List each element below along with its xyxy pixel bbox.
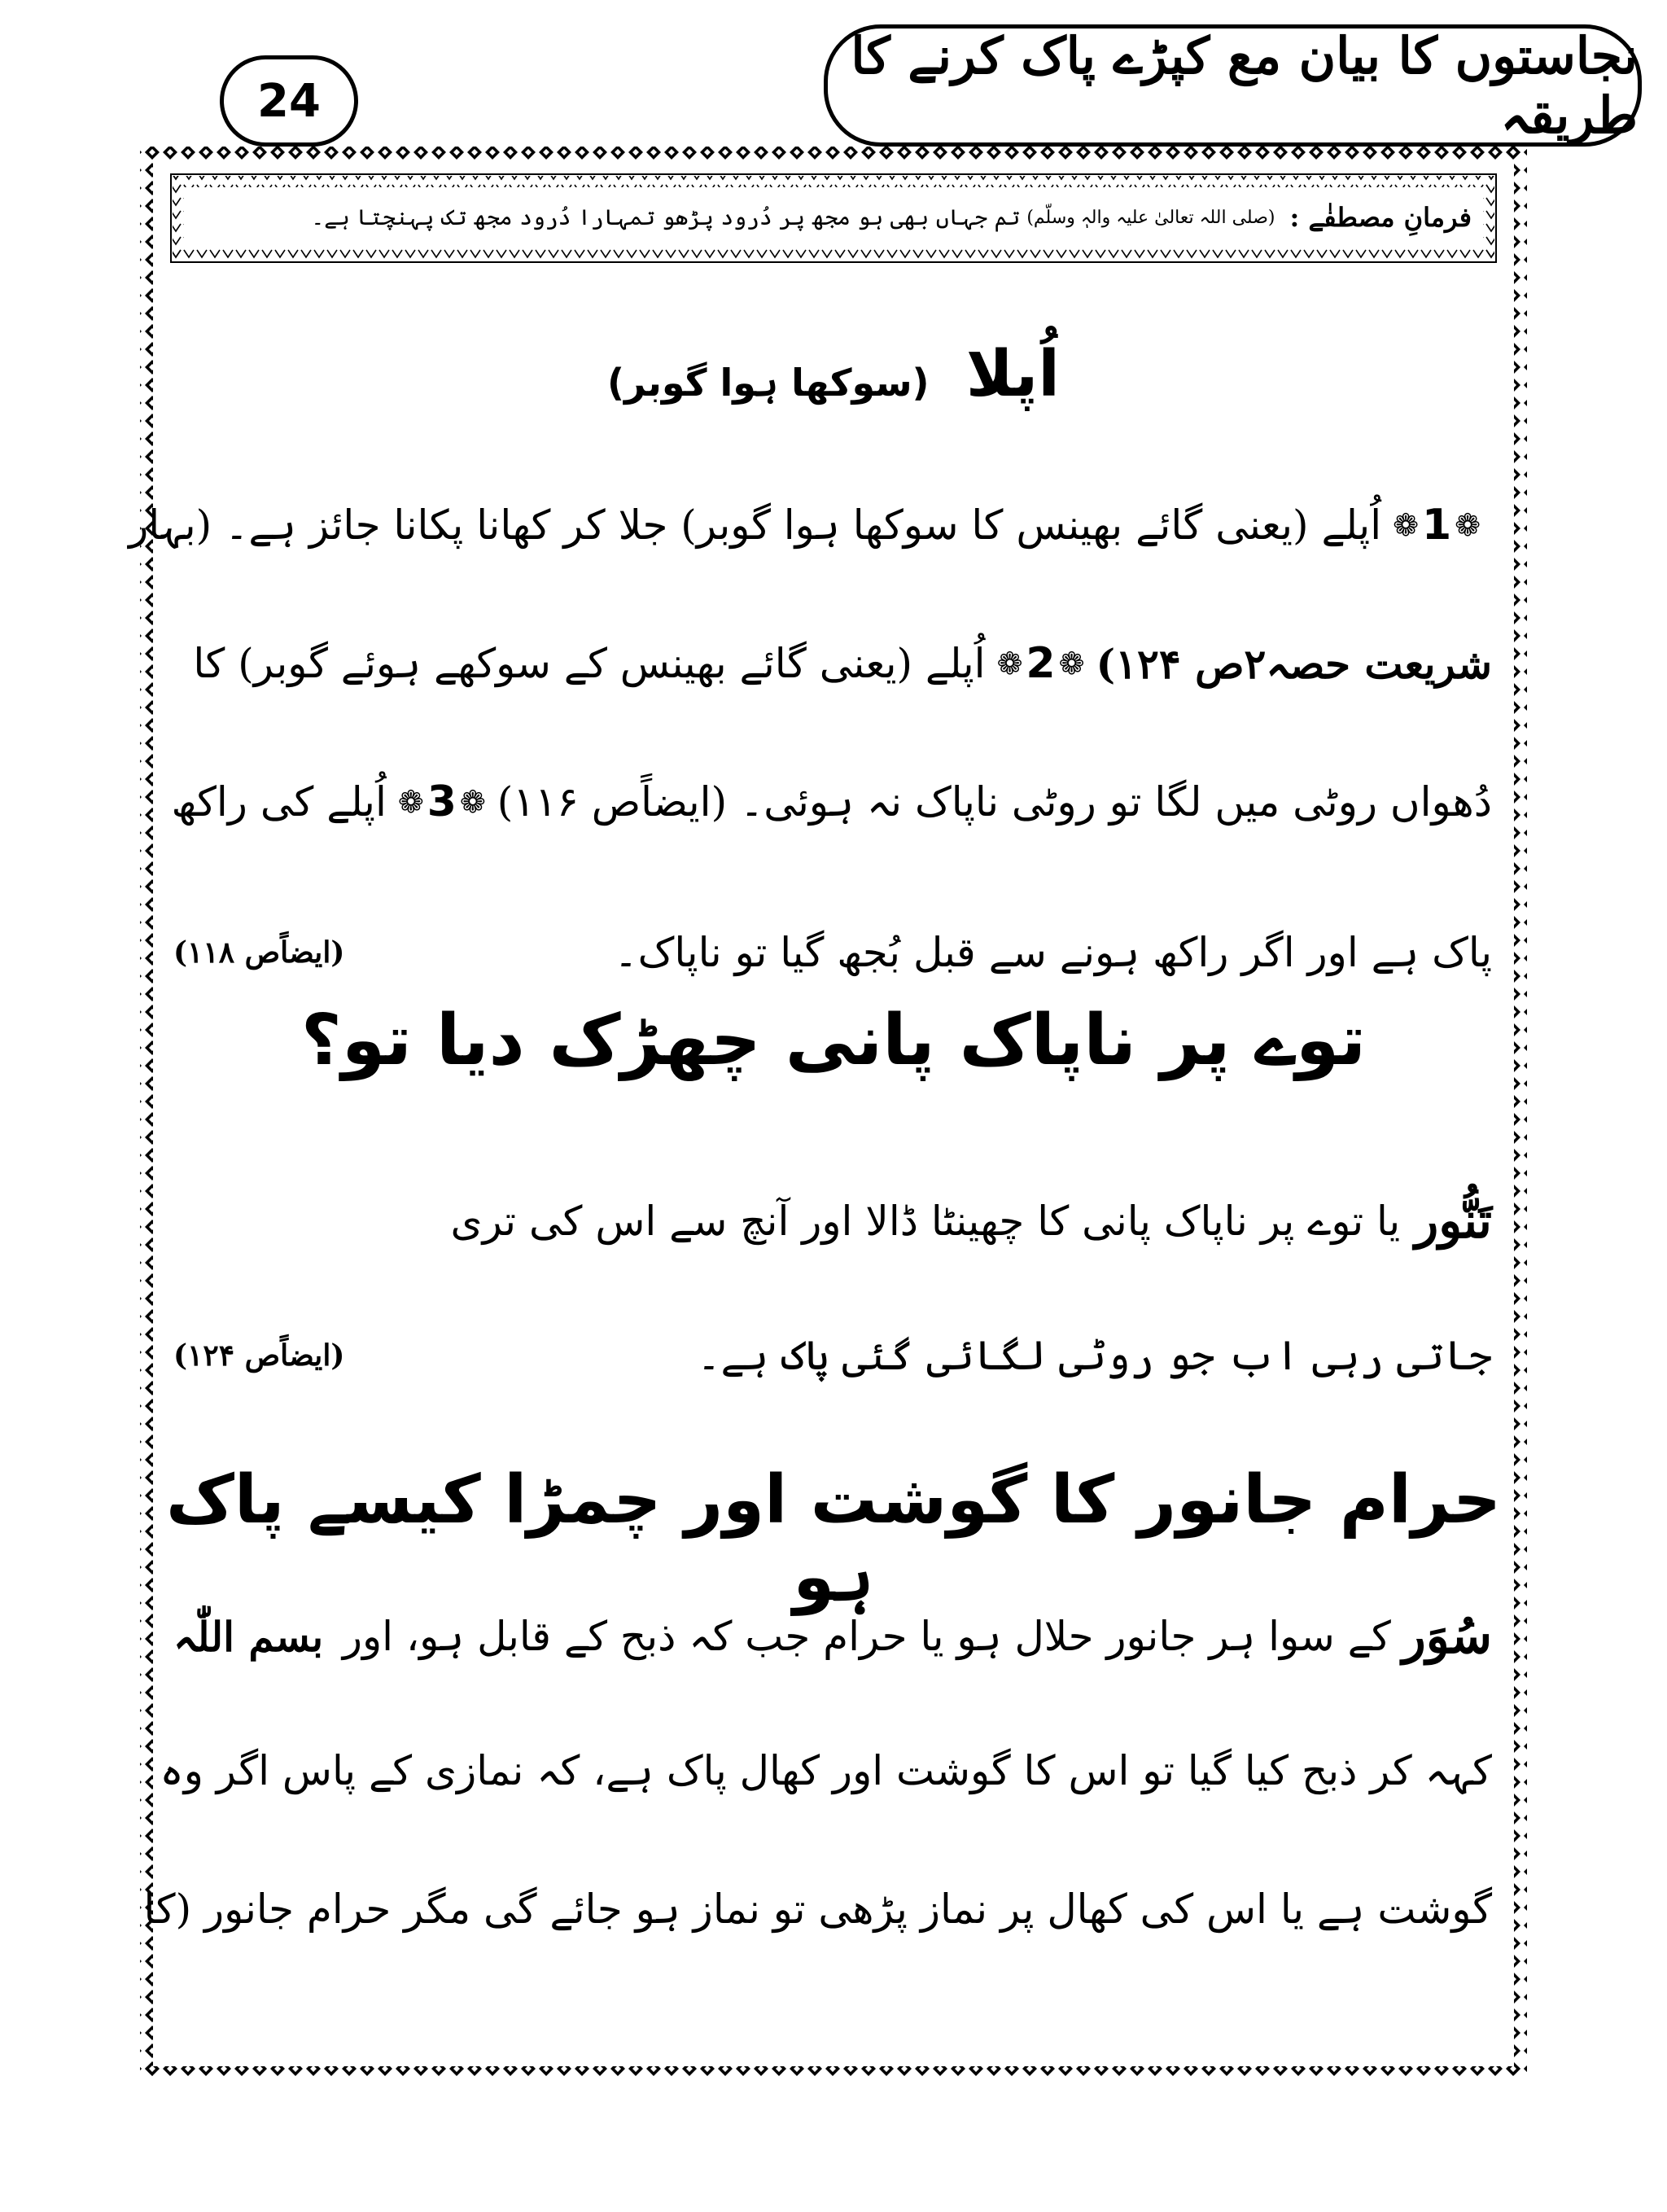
text-line	[173, 1592, 1492, 1681]
heading-subtitle: (سوکھا ہوا گوبر)	[607, 361, 930, 405]
text-line	[173, 1311, 1492, 1400]
text-line	[143, 1864, 1492, 1954]
line-text: اُپلے (یعنی گائے بھینس کے سوکھے ہوئے گوبر) کا	[193, 640, 986, 687]
text-line	[173, 757, 1492, 847]
section-heading-tawa: توے پر ناپاک پانی چھڑک دیا تو؟	[300, 1000, 1367, 1081]
section-heading-haram-janwar: حرام جانور کا گوشت اور چمڑا کیسے پاک ہو	[165, 1461, 1502, 1616]
text-line	[160, 1726, 1492, 1816]
running-header: نجاستوں کا بیان مع کپڑے پاک کرنے کا طریقہ	[824, 24, 1642, 147]
line-text: بسم اللّٰہ	[173, 1612, 324, 1661]
text-line	[173, 619, 1492, 708]
line-text: شریعت حصہ۲ص ۱۲۴)	[1096, 639, 1492, 688]
reference: (ایضاًص ۱۲۴)	[173, 1338, 345, 1373]
text-line	[173, 1176, 1492, 1266]
heading-title: اُپلا	[965, 338, 1060, 411]
motto-text: تم جہاں بھی ہو مجھ پر دُرود پڑھو تمہارا دُرود مجھ تک پہنچتا ہے۔	[311, 204, 1021, 230]
item-number: ❁ 3 ❁	[397, 777, 486, 826]
line-text: کہہ کر ذبح کیا گیا تو اس کا گوشت اور کھال پاک ہے، کہ نمازی کے پاس اگر وہ	[160, 1747, 1492, 1794]
item-number: ❁ 2 ❁	[996, 639, 1085, 688]
line-text: پاک ہے اور اگر راکھ ہونے سے قبل بُجھ گیا تو ناپاک۔	[614, 929, 1492, 976]
section-heading-upla	[163, 338, 1504, 411]
line-text: یا توے پر ناپاک پانی کا چھینٹا ڈالا اور آنچ سے اس کی تری	[450, 1198, 1401, 1245]
line-text: اُپلے (یعنی گائے بھینس کا سوکھا ہوا گوبر) جلا کر کھانا پکانا جائز ہے۔ (بہار	[129, 502, 1382, 549]
line-text: جاتی رہی اب جو روٹی لگائی گئی پاک ہے۔	[697, 1332, 1492, 1379]
line-text: کے سوا ہر جانور حلال ہو یا حرام جب کہ ذبح کے قابل ہو، اور	[342, 1613, 1391, 1660]
page-number: 24	[220, 55, 358, 147]
reference: (ایضاًص ۱۱۸)	[173, 935, 345, 970]
line-text: گوشت ہے یا اس کی کھال پر نماز پڑھی تو نماز ہو جائے گی مگر حرام جانور (کا	[143, 1886, 1492, 1933]
lead-word: سُوَر	[1402, 1608, 1492, 1665]
line-text: دُھواں روٹی میں لگا تو روٹی ناپاک نہ ہوئی۔ (ایضاًص ۱۱۶)	[497, 778, 1492, 826]
text-line	[173, 908, 1492, 997]
motto-lead: فرمانِ مصطفٰے :	[1289, 202, 1472, 233]
item-number: ❁ 1 ❁	[1393, 501, 1481, 550]
lead-word: تَنُّور	[1415, 1193, 1492, 1250]
motto-salutation: (صلی اللہ تعالیٰ علیہ والہٖ وسلّم)	[1026, 207, 1275, 228]
line-text: اُپلے کی راکھ	[171, 778, 387, 826]
motto-strip	[187, 189, 1472, 246]
text-line	[129, 480, 1492, 570]
